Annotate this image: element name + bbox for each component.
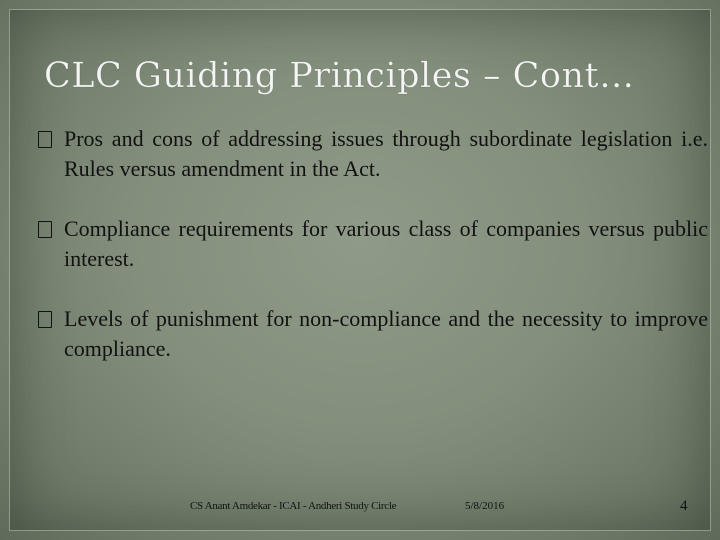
bullet-item — [36, 304, 708, 364]
bullet-item — [36, 214, 708, 274]
page-number: 4 — [680, 498, 688, 514]
slide-title: CLC Guiding Principles – Cont… — [44, 56, 635, 96]
bullet-text: Pros and cons of addressing issues through subordinate legislation i.e. Rules versus amendment in the Act. — [64, 126, 708, 181]
bullet-text: Compliance requirements for various class of companies versus public interest. — [64, 216, 708, 271]
bullet-list — [36, 124, 708, 394]
bullet-text: Levels of punishment for non-compliance and the necessity to improve compliance. — [64, 306, 708, 361]
bullet-box-icon — [38, 221, 52, 238]
bullet-item — [36, 124, 708, 184]
bullet-box-icon — [38, 311, 52, 328]
bullet-box-icon — [38, 131, 52, 148]
footer-date: 5/8/2016 — [465, 500, 505, 512]
footer-credit: CS Anant Amdekar - ICAI - Andheri Study Circle — [190, 500, 397, 512]
